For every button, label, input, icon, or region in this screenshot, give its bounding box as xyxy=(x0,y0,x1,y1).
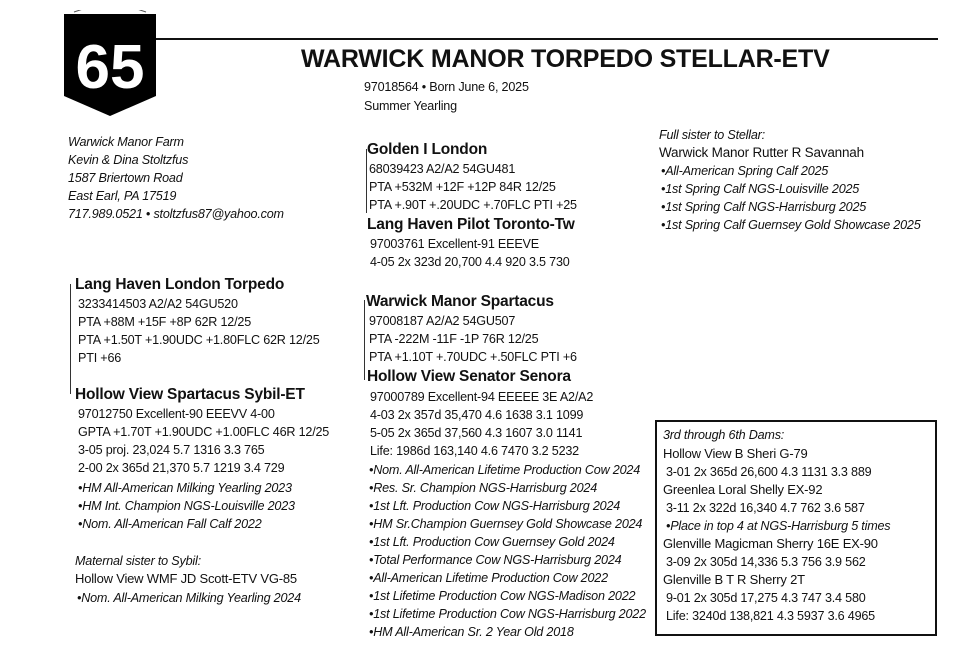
dams-box-heading: 3rd through 6th Dams: xyxy=(663,428,785,442)
dam-sire-details xyxy=(369,312,577,366)
dam-dam-honors xyxy=(369,461,646,641)
sire-dam-name: Lang Haven Pilot Toronto-Tw xyxy=(367,216,575,233)
dam-dam-record: 4-03 2x 357d 35,470 4.6 1638 3.1 1099 xyxy=(370,408,584,422)
sire-pti: PTI +66 xyxy=(78,351,122,365)
dam-4-honor: •Place in top 4 at NGS-Harrisburg 5 times xyxy=(666,519,891,533)
dam-details xyxy=(78,405,329,477)
dam-dam-honor: •HM Sr.Champion Guernsey Gold Showcase 2024 xyxy=(369,517,643,531)
dam-honor: •Nom. All-American Fall Calf 2022 xyxy=(78,517,262,531)
full-sister-heading: Full sister to Stellar: xyxy=(659,128,765,142)
dam-4-name: Greenlea Loral Shelly EX-92 xyxy=(663,482,823,497)
dam-dam-honor: •1st Lft. Production Cow NGS-Harrisburg 2024 xyxy=(369,499,621,513)
dam-dam-honor: •HM All-American Sr. 2 Year Old 2018 xyxy=(369,625,574,639)
dam-6-name: Glenville B T R Sherry 2T xyxy=(663,572,805,587)
dam-honors xyxy=(78,479,295,533)
sire-sire-reg: 68039423 A2/A2 54GU481 xyxy=(369,162,516,176)
lot-number-banner xyxy=(64,10,156,116)
sire-sire-pta-type: PTA +.90T +.20UDC +.70FLC PTI +25 xyxy=(369,198,577,212)
dam-dam-honor: •1st Lft. Production Cow Guernsey Gold 2024 xyxy=(369,535,615,549)
maternal-sister-name: Hollow View WMF JD Scott-ETV VG-85 xyxy=(75,571,297,586)
dam-dam-honor: •Nom. All-American Lifetime Production Cow 2024 xyxy=(369,463,641,477)
dam-5-name: Glenville Magicman Sherry 16E EX-90 xyxy=(663,536,878,551)
title-rule xyxy=(156,38,938,40)
consignor-names: Kevin & Dina Stoltzfus xyxy=(68,153,189,167)
dam-sire-reg: 97008187 A2/A2 54GU507 xyxy=(369,314,516,328)
consignor-city: East Earl, PA 17519 xyxy=(68,189,177,203)
dam-dam-honor: •Total Performance Cow NGS-Harrisburg 2024 xyxy=(369,553,622,567)
page-title: WARWICK MANOR TORPEDO STELLAR-ETV xyxy=(301,45,830,73)
dam-dam-details xyxy=(370,388,593,460)
full-sister-honor: •All-American Spring Calf 2025 xyxy=(661,164,829,178)
sire-bracket xyxy=(70,284,77,394)
registration-line: 97018564 • Born June 6, 2025 xyxy=(364,80,529,94)
lot-number: 65 xyxy=(75,33,145,102)
dam-dam-honor: •1st Lifetime Production Cow NGS-Madison 2022 xyxy=(369,589,636,603)
dam-dam-honor: •1st Lifetime Production Cow NGS-Harrisburg 2022 xyxy=(369,607,646,621)
dam-6-lifetime: Life: 3240d 138,821 4.3 5937 3.6 4965 xyxy=(666,609,875,623)
sire-dam-details xyxy=(370,235,570,271)
sire-details xyxy=(78,295,320,367)
dam-reg: 97012750 Excellent-90 EEEVV 4-00 xyxy=(78,407,275,421)
sire-dam-reg: 97003761 Excellent-91 EEEVE xyxy=(370,237,539,251)
sire-sire-details xyxy=(369,160,577,214)
dam-record: 3-05 proj. 23,024 5.7 1316 3.3 765 xyxy=(78,443,265,457)
sire-dam-record: 4-05 2x 323d 20,700 4.4 920 3.5 730 xyxy=(370,255,570,269)
sire-sire-pta: PTA +532M +12F +12P 84R 12/25 xyxy=(369,180,556,194)
sire-sire-name: Golden I London xyxy=(367,141,488,158)
sire-pta-type: PTA +1.50T +1.90UDC +1.80FLC 62R 12/25 xyxy=(78,333,320,347)
dam-3-name: Hollow View B Sheri G-79 xyxy=(663,446,808,461)
dam-record: 2-00 2x 365d 21,370 5.7 1219 3.4 729 xyxy=(78,461,285,475)
consignor-block xyxy=(68,133,284,223)
dam-sire-pta: PTA -222M -11F -1P 76R 12/25 xyxy=(369,332,539,346)
dam-3-record: 3-01 2x 365d 26,600 4.3 1131 3.3 889 xyxy=(666,465,872,479)
dam-6-record: 9-01 2x 305d 17,275 4.3 747 3.4 580 xyxy=(666,591,866,605)
dam-sire-name: Warwick Manor Spartacus xyxy=(366,293,554,310)
dam-5-record: 3-09 2x 305d 14,336 5.3 756 3.9 562 xyxy=(666,555,866,569)
class-line: Summer Yearling xyxy=(364,99,457,113)
sire-name: Lang Haven London Torpedo xyxy=(75,276,285,293)
full-sister-honor: •1st Spring Calf Guernsey Gold Showcase 2025 xyxy=(661,218,921,232)
full-sister-honor: •1st Spring Calf NGS-Louisville 2025 xyxy=(661,182,860,196)
dam-honor: •HM Int. Champion NGS-Louisville 2023 xyxy=(78,499,295,513)
dam-4-record: 3-11 2x 322d 16,340 4.7 762 3.6 587 xyxy=(666,501,865,515)
maternal-sister-honor: •Nom. All-American Milking Yearling 2024 xyxy=(77,591,301,605)
dam-dam-reg: 97000789 Excellent-94 EEEEE 3E A2/A2 xyxy=(370,390,594,404)
dams-box-rows xyxy=(663,445,890,625)
consignor-farm: Warwick Manor Farm xyxy=(68,135,184,149)
dam-dam-honor: •All-American Lifetime Production Cow 2022 xyxy=(369,571,608,585)
dam-dam-honor: •Res. Sr. Champion NGS-Harrisburg 2024 xyxy=(369,481,598,495)
dam-dam-lifetime: Life: 1986d 163,140 4.6 7470 3.2 5232 xyxy=(370,444,579,458)
sire-reg: 3233414503 A2/A2 54GU520 xyxy=(78,297,238,311)
full-sister-honors xyxy=(661,162,921,234)
dam-dam-name: Hollow View Senator Senora xyxy=(367,368,571,385)
sire-pta: PTA +88M +15F +8P 62R 12/25 xyxy=(78,315,252,329)
dam-dam-record: 5-05 2x 365d 37,560 4.3 1607 3.0 1141 xyxy=(370,426,583,440)
maternal-sister-heading: Maternal sister to Sybil: xyxy=(75,554,201,568)
dam-gpta: GPTA +1.70T +1.90UDC +1.00FLC 46R 12/25 xyxy=(78,425,330,439)
consignor-contact: 717.989.0521 • stoltzfus87@yahoo.com xyxy=(68,207,284,221)
full-sister-name: Warwick Manor Rutter R Savannah xyxy=(659,145,864,160)
dam-honor: •HM All-American Milking Yearling 2023 xyxy=(78,481,292,495)
dam-name: Hollow View Spartacus Sybil-ET xyxy=(75,386,305,403)
full-sister-honor: •1st Spring Calf NGS-Harrisburg 2025 xyxy=(661,200,867,214)
consignor-street: 1587 Briertown Road xyxy=(68,171,183,185)
dam-sire-pta-type: PTA +1.10T +.70UDC +.50FLC PTI +6 xyxy=(369,350,577,364)
